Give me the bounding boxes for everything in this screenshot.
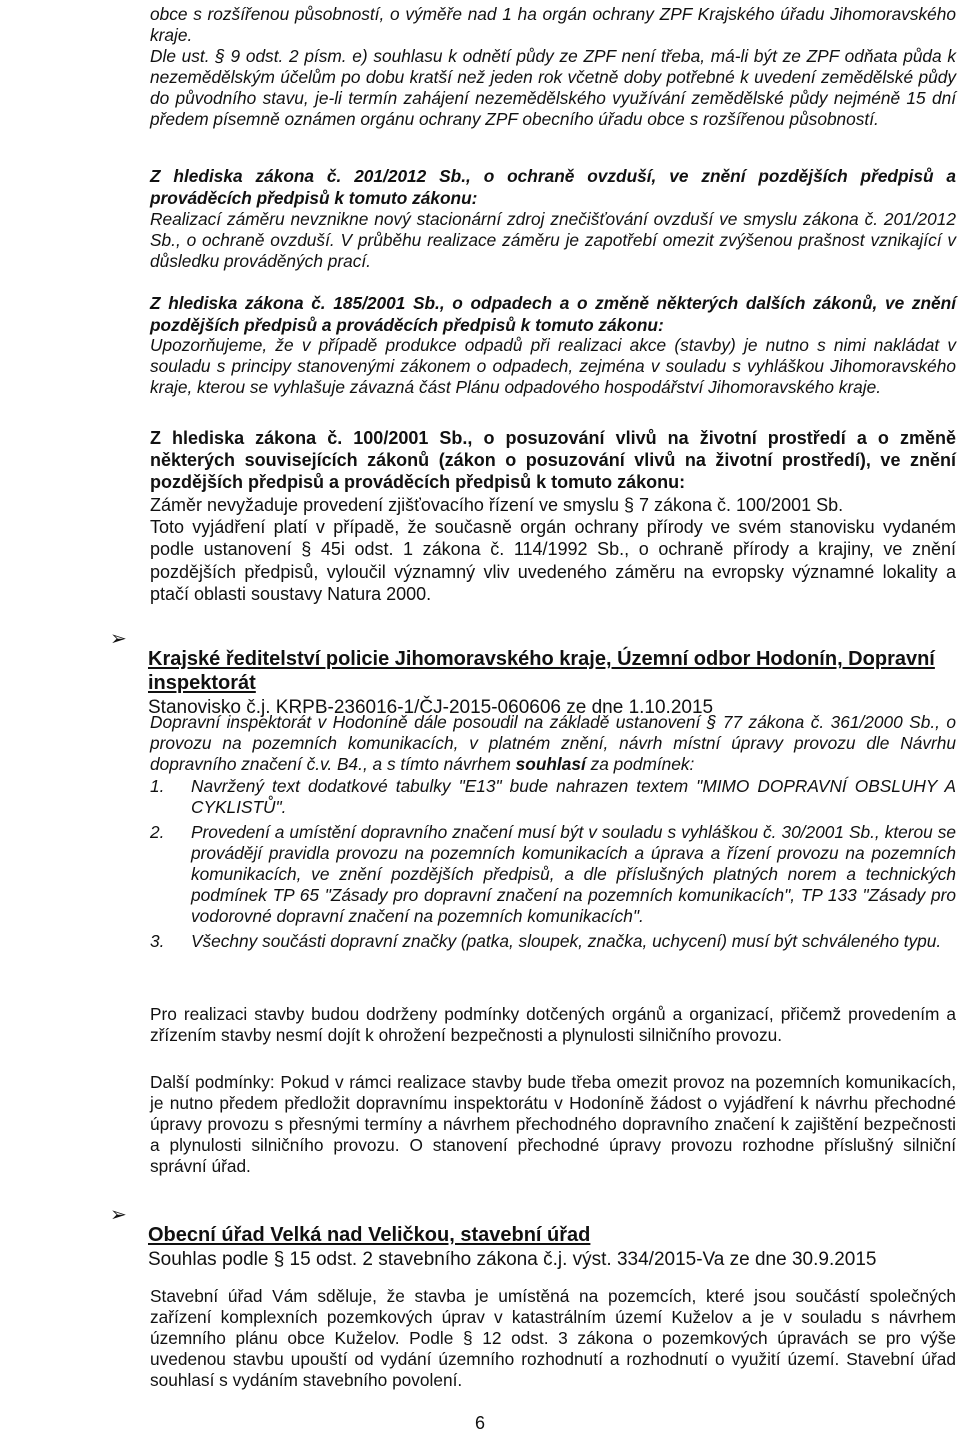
section-title-building-office-text: Obecní úřad Velká nad Veličkou, stavební úřad: [148, 1224, 591, 1246]
heading-waste: [150, 293, 956, 336]
bullet-arrow-icon: ➢: [110, 1204, 127, 1226]
heading-air-law: Z hlediska zákona č. 201/2012 Sb.: [150, 166, 467, 186]
list-item-text: Provedení a umístění dopravního značení musí být v souladu s vyhláškou č. 30/2001 Sb., kterou se provádějí pravidla provozu na pozemních komunikacích a úprava a řízení provozu na pozemních komunikacích, ve znění pozdějších předpisů, a dle příslušných platných norem a technických podmínek TP 65 "Zásady pro dopravní značení na pozemních komunikacích", TP 133 "Zásady pro vodorovné dopravní značení na pozemních komunikacích".: [191, 822, 956, 926]
police-statement-reference: Stanovisko č.j. KRPB-236016-1/ČJ-2015-060606 ze dne 1.10.2015: [148, 697, 714, 718]
paragraph-eia-natura: Toto vyjádření platí v případě, že současně orgán ochrany přírody ve svém stanovisku vydaném podle ustanovení § 45i odst. 1 zákona č. 114/1992 Sb., o ochraně přírody a krajiny, ve znění pozdějších předpisů, vyloučil významný vliv uvedeného záměru na evropsky významné lokality a ptačí oblasti soustavy Natura 2000.: [150, 517, 956, 604]
heading-waste-law: Z hlediska zákona č. 185/2001 Sb.: [150, 293, 440, 313]
list-item-text: Navržený text dodatkové tabulky "E13" bude nahrazen textem "MIMO DOPRAVNÍ OBSLUHY A CYKLISTŮ".: [191, 776, 956, 817]
section-title-building-office: [148, 1224, 960, 1248]
police-intro-agree: souhlasí: [515, 754, 586, 774]
police-intro-b: za podmínek:: [585, 754, 695, 774]
page-number: 6: [474, 1413, 485, 1433]
list-item-number: 2.: [150, 822, 165, 842]
heading-waste-rest: , o odpadech a o změně některých dalších zákonů, ve znění pozdějších předpisů a prováděcích předpisů k tomuto zákonu:: [150, 293, 956, 335]
heading-air-protection: [150, 166, 956, 209]
list-item-number: 3.: [150, 931, 165, 951]
paragraph-zpf-intro: obce s rozšířenou působností, o výměře nad 1 ha orgán ochrany ZPF Krajského úřadu Jihomoravského kraje.: [150, 4, 956, 45]
heading-eia: Z hlediska zákona č. 100/2001 Sb., o posuzování vlivů na životní prostředí a o změně některých souvisejících zákonů (zákon o posuzování vlivů na životní prostředí), ve znění pozdějších předpisů a prováděcích předpisů k tomuto zákonu:: [150, 428, 956, 492]
police-conditions-list: [150, 776, 956, 952]
list-item: [150, 931, 956, 952]
paragraph-police-intro: [150, 712, 956, 775]
list-item: [150, 822, 956, 927]
heading-air-rest: , o ochraně ovzduší, ve znění pozdějších předpisů a prováděcích předpisů k tomuto zákonu:: [150, 166, 956, 208]
list-item-number: 1.: [150, 776, 165, 796]
paragraph-zpf-exemption: Dle ust. § 9 odst. 2 písm. e) souhlasu k odnětí půdy ze ZPF není třeba, má-li být ze ZPF odňata půda k nezemědělským účelům po dobu kratší než jeden rok včetně doby potřebné k uvedení zemědělské půdy do původního stavu, je-li termín zahájení nezemědělského využívání zemědělské půdy nejméně 15 dní předem písemně oznámen orgánu ochrany ZPF obecního úřadu obce s rozšířenou působností.: [150, 46, 956, 129]
section-title-police: [148, 648, 960, 695]
paragraph-police-implementation: Pro realizaci stavby budou dodrženy podmínky dotčených orgánů a organizací, přičemž provedením a zřízením stavby nesmí dojít k ohrožení bezpečnosti a plynulosti silničního provozu.: [150, 1004, 956, 1045]
building-office-consent-reference: Souhlas podle § 15 odst. 2 stavebního zákona č.j. výst. 334/2015-Va ze dne 30.9.2015: [148, 1249, 877, 1270]
section-title-police-text: Krajské ředitelství policie Jihomoravského kraje, Územní odbor Hodonín, Dopravní inspektorát: [148, 648, 935, 694]
paragraph-air-protection: Realizací záměru nevznikne nový stacionární zdroj znečišťování ovzduší ve smyslu zákona č. 201/2012 Sb., o ochraně ovzduší. V průběhu realizace záměru je zapotřebí omezit zvýšenou prašnost vznikající v důsledku prováděných prací.: [150, 209, 956, 271]
list-item-text: Všechny součásti dopravní značky (patka, sloupek, značka, uchycení) musí být schváleného typu.: [191, 931, 942, 951]
list-item: [150, 776, 956, 818]
paragraph-building-office: Stavební úřad Vám sděluje, že stavba je umístěná na pozemcích, které jsou součástí společných zařízení komplexních pozemkových úprav v katastrálním území Kuželov a je v souladu s návrhem územního plánu obce Kuželov. Podle § 12 odst. 3 zákona o pozemkových úpravách se pro výše uvedenou stavbu upouští od vydání územního rozhodnutí a rozhodnutí o využití území. Stavební úřad souhlasí s vydáním stavebního povolení.: [150, 1286, 956, 1390]
bullet-arrow-icon: ➢: [110, 628, 127, 650]
paragraph-police-further-conditions: Další podmínky: Pokud v rámci realizace stavby bude třeba omezit provoz na pozemních komunikacích, je nutno předem předložit dopravnímu inspektorátu v Hodoníně žádost o vyjádření k návrhu přechodné úpravy provozu s přesnými termíny a návrhem přechodného dopravního značení k zajištění bezpečnosti a plynulosti silničního provozu. O stanovení přechodné úpravy provozu rozhodne příslušný silniční správní úřad.: [150, 1072, 956, 1176]
paragraph-eia-screening: Záměr nevyžaduje provedení zjišťovacího řízení ve smyslu § 7 zákona č. 100/2001 Sb.: [150, 495, 844, 515]
paragraph-waste: Upozorňujeme, že v případě produkce odpadů při realizaci akce (stavby) je nutno s nimi nakládat v souladu s principy stanovenými zákonem o odpadech, zejména v souladu s vyhláškou Jihomoravského kraje, kterou se vyhlašuje závazná část Plánu odpadového hospodářství Jihomoravského kraje.: [150, 335, 956, 397]
police-intro-a: Dopravní inspektorát v Hodoníně dále posoudil na základě ustanovení § 77 zákona č. 361/2000 Sb., o provozu na pozemních komunikacích, v platném znění, návrh místní úpravy provozu dle Návrhu dopravního značení č.v. B4., a s tímto návrhem: [150, 712, 956, 774]
